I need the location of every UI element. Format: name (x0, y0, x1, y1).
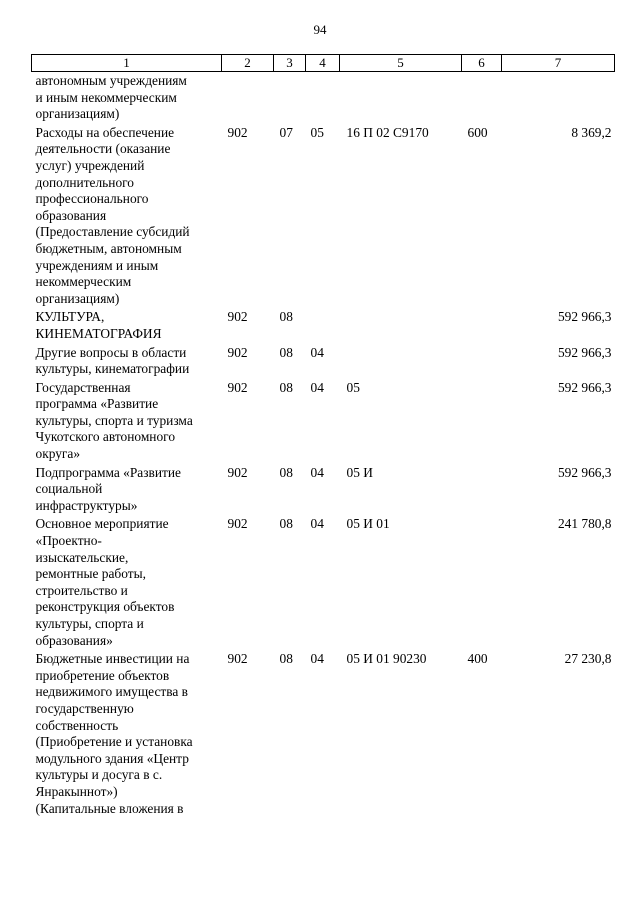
row-expense-kind-code (462, 309, 502, 344)
row-target-code: 05 И 01 (346, 516, 390, 532)
row-amount: 592 966,3 (557, 379, 612, 395)
row-target-code: 05 (346, 379, 360, 395)
column-number-7: 7 (502, 55, 615, 72)
row-admin-code: 902 (227, 651, 248, 667)
budget-table (31, 54, 615, 819)
row-admin-code: 902 (227, 464, 248, 480)
row-section-code: 08 (279, 651, 293, 667)
row-expense-kind-code (462, 516, 502, 651)
row-name: КУЛЬТУРА, КИНЕМАТОГРАФИЯ (35, 309, 162, 341)
table-row (32, 465, 615, 517)
row-amount: 592 966,3 (557, 464, 612, 480)
row-expense-kind-code: 400 (467, 651, 488, 667)
row-amount: 241 780,8 (557, 516, 612, 532)
row-target-code (340, 345, 462, 380)
row-subsection-code (306, 309, 340, 344)
row-expense-kind-code (462, 72, 502, 125)
row-target-code: 05 И 01 90230 (346, 651, 427, 667)
row-subsection-code: 04 (310, 651, 324, 667)
row-admin-code: 902 (227, 516, 248, 532)
row-section-code: 08 (279, 464, 293, 480)
row-section-code: 08 (279, 309, 293, 325)
row-admin-code: 902 (227, 379, 248, 395)
page-number: 94 (313, 22, 327, 37)
table-row (32, 651, 615, 819)
row-name: Подпрограмма «Развитие социальной инфраструктуры» (35, 464, 181, 513)
row-section-code: 08 (279, 344, 293, 360)
row-amount: 592 966,3 (557, 344, 612, 360)
table-row (32, 345, 615, 380)
row-name: Государственная программа «Развитие культуры, спорта и туризма Чукотского автономного округа» (35, 379, 193, 462)
row-name: автономным учреждениям и иным некоммерческим организациям) (35, 73, 187, 122)
column-number-5: 5 (340, 55, 462, 72)
table-row (32, 516, 615, 651)
row-admin-code: 902 (227, 344, 248, 360)
row-subsection-code: 04 (310, 379, 324, 395)
row-target-code: 05 И (346, 464, 373, 480)
row-subsection-code (306, 72, 340, 125)
row-expense-kind-code (462, 380, 502, 465)
column-number-1: 1 (32, 55, 222, 72)
row-expense-kind-code (462, 345, 502, 380)
row-expense-kind-code (462, 465, 502, 517)
row-target-code: 16 П 02 С9170 (346, 124, 429, 140)
row-subsection-code: 04 (310, 344, 324, 360)
row-admin-code: 902 (227, 309, 248, 325)
row-expense-kind-code: 600 (467, 124, 488, 140)
row-admin-code: 902 (227, 124, 248, 140)
row-section-code: 08 (279, 516, 293, 532)
column-number-6: 6 (462, 55, 502, 72)
table-row (32, 72, 615, 125)
table-row (32, 309, 615, 344)
table-row (32, 380, 615, 465)
row-admin-code (222, 72, 274, 125)
row-name: Расходы на обеспечение деятельности (оказание услуг) учреждений дополнительного профессионального образования (Предоставление субсидий бюджетным, автономным учреждениям и иным некоммерческим организациям) (35, 124, 190, 306)
row-section-code (274, 72, 306, 125)
row-subsection-code: 05 (310, 124, 324, 140)
row-name: Бюджетные инвестиции на приобретение объектов недвижимого имущества в государственную собственность (Приобретение и установка модульного здания «Центр культуры и досуга в с. Янракыннот») (Капитальные вложения в (35, 651, 193, 816)
row-amount: 27 230,8 (564, 651, 612, 667)
row-target-code (340, 309, 462, 344)
table-body (32, 72, 615, 820)
column-number-row (32, 55, 615, 72)
row-section-code: 08 (279, 379, 293, 395)
row-amount: 592 966,3 (557, 309, 612, 325)
row-subsection-code: 04 (310, 464, 324, 480)
row-subsection-code: 04 (310, 516, 324, 532)
column-number-3: 3 (274, 55, 306, 72)
column-number-4: 4 (306, 55, 340, 72)
row-name: Другие вопросы в области культуры, кинематографии (35, 344, 190, 377)
column-number-2: 2 (222, 55, 274, 72)
table-row (32, 125, 615, 310)
row-section-code: 07 (279, 124, 293, 140)
row-name: Основное мероприятие «Проектно- изыскательские, ремонтные работы, строительство и реконструкция объектов культуры, спорта и образования» (35, 516, 175, 648)
row-target-code (340, 72, 462, 125)
row-amount (502, 72, 615, 125)
row-amount: 8 369,2 (571, 124, 612, 140)
